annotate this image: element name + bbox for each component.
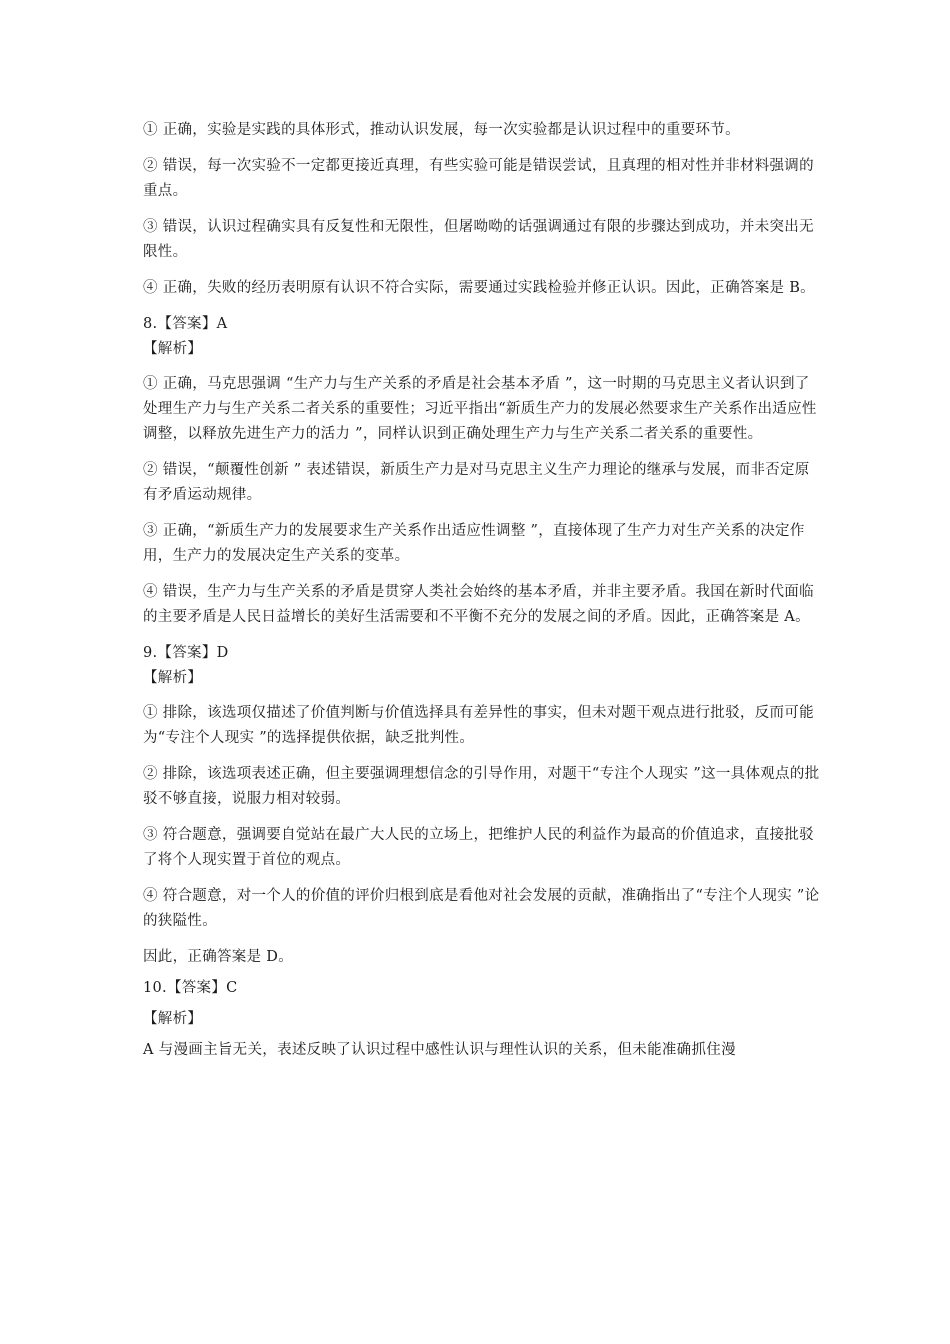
q8-option-2-analysis: ② 错误，“颠覆性创新 ” 表述错误，新质生产力是对马克思主义生产力理论的继承与发展，而非否定原有矛盾运动规律。 xyxy=(143,462,810,503)
q7-option-3-analysis: ③ 错误，认识过程确实具有反复性和无限性，但屠呦呦的话强调通过有限的步骤达到成功，并未突出无限性。 xyxy=(143,219,814,260)
q9-option-4-analysis: ④ 符合题意，对一个人的价值的评价归根到底是看他对社会发展的贡献，准确指出了“专注个人现实 ”论的狭隘性。 xyxy=(143,888,820,929)
q9-option-2-analysis: ② 排除，该选项表述正确，但主要强调理想信念的引导作用，对题干“专注个人现实 ”这一具体观点的批驳不够直接，说服力相对较弱。 xyxy=(143,766,820,807)
q7-option-2-analysis: ② 错误，每一次实验不一定都更接近真理，有些实验可能是错误尝试，且真理的相对性并非材料强调的重点。 xyxy=(143,158,814,199)
q8-answer: 8.【答案】A xyxy=(143,316,228,332)
q10-analysis-text: A 与漫画主旨无关，表述反映了认识过程中感性认识与理性认识的关系，但未能准确抓住漫 xyxy=(143,1042,736,1058)
q10-answer: 10.【答案】C xyxy=(143,980,238,996)
q8-option-4-analysis: ④ 错误，生产力与生产关系的矛盾是贯穿人类社会始终的基本矛盾，并非主要矛盾。我国在新时代面临的主要矛盾是人民日益增长的美好生活需要和不平衡不充分的发展之间的矛盾。因此，正确答案是 A。 xyxy=(143,584,814,625)
q7-option-1-analysis: ① 正确，实验是实践的具体形式，推动认识发展，每一次实验都是认识过程中的重要环节。 xyxy=(143,122,740,138)
q7-option-4-analysis: ④ 正确，失败的经历表明原有认识不符合实际，需要通过实践检验并修正认识。因此，正确答案是 B。 xyxy=(143,280,815,296)
q10-analysis-label: 【解析】 xyxy=(143,1011,203,1027)
answer-analysis-content xyxy=(143,118,823,1063)
q8-analysis-label: 【解析】 xyxy=(143,341,203,357)
q8-option-1-analysis: ① 正确，马克思强调 “生产力与生产关系的矛盾是社会基本矛盾 ”，这一时期的马克思主义者认识到了处理生产力与生产关系二者关系的重要性；习近平指出“新质生产力的发展必然要求生产关系作出适应性调整，以释放先进生产力的活力 ”，同样认识到正确处理生产力与生产关系二者关系的重要性。 xyxy=(143,376,817,442)
q9-conclusion: 因此，正确答案是 D。 xyxy=(143,949,294,965)
q9-answer: 9.【答案】D xyxy=(143,645,229,661)
q8-option-3-analysis: ③ 正确，“新质生产力的发展要求生产关系作出适应性调整 ”，直接体现了生产力对生产关系的决定作用，生产力的发展决定生产关系的变革。 xyxy=(143,523,805,564)
q9-option-1-analysis: ① 排除，该选项仅描述了价值判断与价值选择具有差异性的事实，但未对题干观点进行批驳，反而可能为“专注个人现实 ”的选择提供依据，缺乏批判性。 xyxy=(143,705,814,746)
q9-analysis-label: 【解析】 xyxy=(143,670,203,686)
q9-option-3-analysis: ③ 符合题意，强调要自觉站在最广大人民的立场上，把维护人民的利益作为最高的价值追求，直接批驳了将个人现实置于首位的观点。 xyxy=(143,827,814,868)
